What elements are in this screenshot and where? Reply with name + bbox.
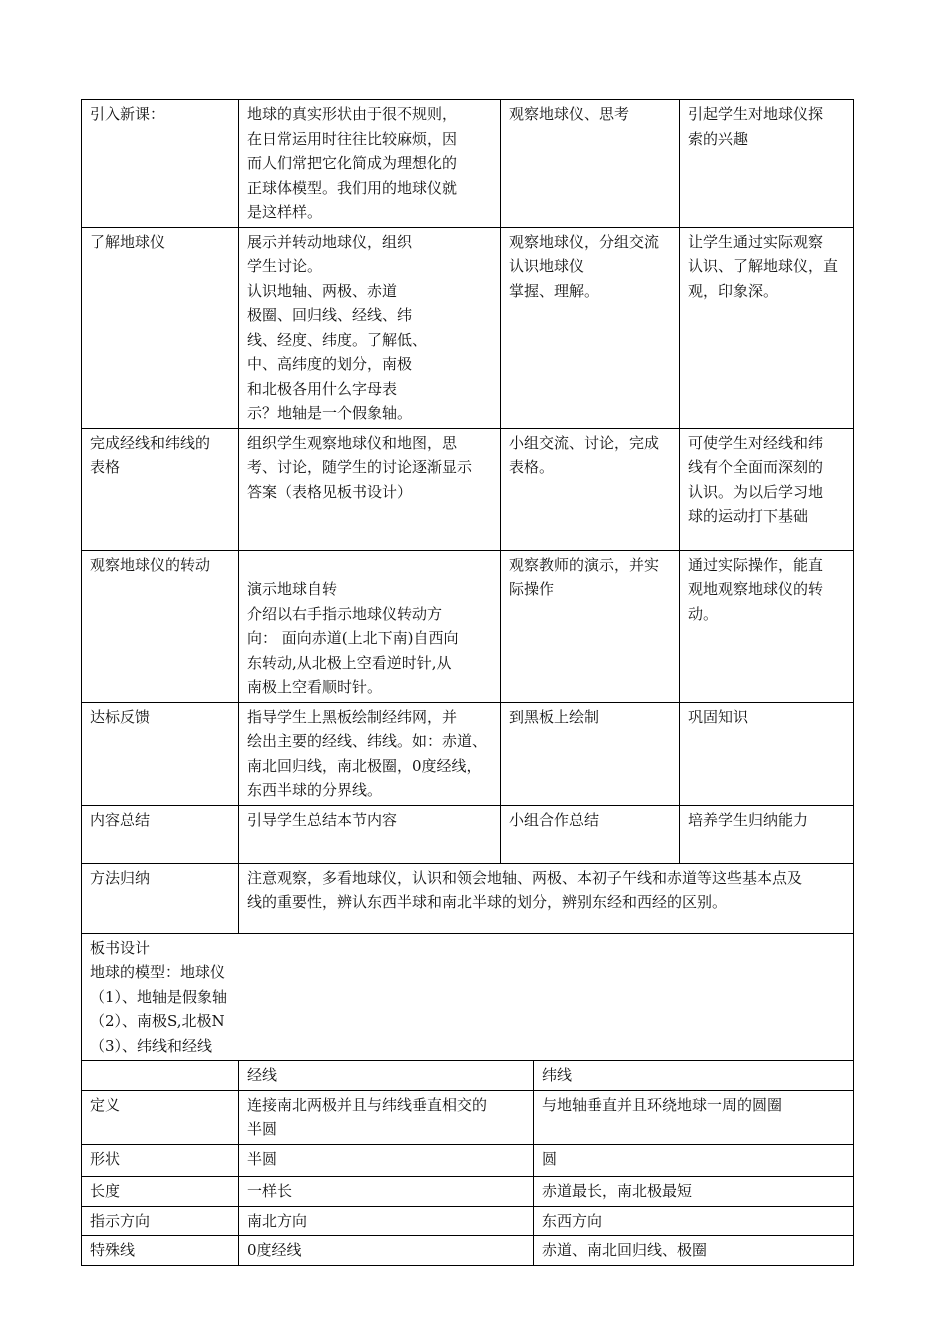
- teacher-activity-cell: 指导学生上黑板绘制经纬网，并 绘出主要的经线、纬线。如：赤道、 南北回归线，南北极圈，0度经线， 东西半球的分界线。: [239, 702, 501, 805]
- step-cell: 达标反馈: [82, 702, 239, 805]
- design-intent-cell: 培养学生归纳能力: [680, 805, 854, 863]
- header-cell: 经线: [239, 1061, 534, 1091]
- meridian-cell: 南北方向: [239, 1206, 534, 1236]
- table-row: [82, 428, 854, 550]
- student-activity-cell: 观察教师的演示，并实 际操作: [501, 550, 680, 702]
- student-activity-cell: 小组合作总结: [501, 805, 680, 863]
- step-cell: 引入新课：: [82, 100, 239, 228]
- step-cell: 方法归纳: [82, 863, 239, 933]
- comparison-row: [82, 1144, 854, 1176]
- comparison-table: [81, 1060, 854, 1266]
- design-intent-cell: 可使学生对经线和纬 线有个全面而深刻的 认识。为以后学习地 球的运动打下基础: [680, 428, 854, 550]
- attribute-cell: 特殊线: [82, 1236, 239, 1266]
- attribute-cell: 指示方向: [82, 1206, 239, 1236]
- header-cell: [82, 1061, 239, 1091]
- student-activity-cell: 到黑板上绘制: [501, 702, 680, 805]
- student-activity-cell: 观察地球仪，分组交流 认识地球仪 掌握、理解。: [501, 227, 680, 428]
- comparison-row: [82, 1206, 854, 1236]
- comparison-row: [82, 1236, 854, 1266]
- table-row: [82, 702, 854, 805]
- comparison-header-row: [82, 1061, 854, 1091]
- attribute-cell: 定义: [82, 1090, 239, 1144]
- method-summary-cell: 注意观察，多看地球仪，认识和领会地轴、两极、本初子午线和赤道等这些基本点及 线的重要性，辨认东西半球和南北半球的划分，辨别东经和西经的区别。: [239, 863, 854, 933]
- step-cell: 内容总结: [82, 805, 239, 863]
- parallel-cell: 与地轴垂直并且环绕地球一周的圆圈: [534, 1090, 854, 1144]
- comparison-row: [82, 1090, 854, 1144]
- header-cell: 纬线: [534, 1061, 854, 1091]
- parallel-cell: 东西方向: [534, 1206, 854, 1236]
- parallel-cell: 圆: [534, 1144, 854, 1176]
- meridian-cell: 0度经线: [239, 1236, 534, 1266]
- design-intent-cell: 让学生通过实际观察 认识、了解地球仪，直 观，印象深。: [680, 227, 854, 428]
- meridian-cell: 一样长: [239, 1176, 534, 1206]
- teacher-activity-cell: 引导学生总结本节内容: [239, 805, 501, 863]
- parallel-cell: 赤道、南北回归线、极圈: [534, 1236, 854, 1266]
- step-cell: 观察地球仪的转动: [82, 550, 239, 702]
- student-activity-cell: 小组交流、讨论，完成 表格。: [501, 428, 680, 550]
- board-design-row: [82, 933, 854, 1061]
- teacher-activity-cell: 展示并转动地球仪，组织 学生讨论。 认识地轴、两极、赤道 极圈、回归线、经线、纬 线、经度、纬度。了解低、 中、高纬度的划分，南极 和北极各用什么字母表 示？地轴是一个假象轴。: [239, 227, 501, 428]
- design-intent-cell: 巩固知识: [680, 702, 854, 805]
- student-activity-cell: 观察地球仪、思考: [501, 100, 680, 228]
- method-row: [82, 863, 854, 933]
- teacher-activity-cell: 地球的真实形状由于很不规则， 在日常运用时往往比较麻烦，因 而人们常把它化简成为理想化的 正球体模型。我们用的地球仪就 是这样样。: [239, 100, 501, 228]
- table-row: [82, 100, 854, 228]
- table-row: [82, 550, 854, 702]
- design-intent-cell: 通过实际操作，能直 观地观察地球仪的转 动。: [680, 550, 854, 702]
- attribute-cell: 形状: [82, 1144, 239, 1176]
- comparison-row: [82, 1176, 854, 1206]
- table-row: [82, 227, 854, 428]
- lesson-table: [81, 99, 854, 1061]
- meridian-cell: 连接南北两极并且与纬线垂直相交的 半圆: [239, 1090, 534, 1144]
- teacher-activity-cell: 演示地球自转 介绍以右手指示地球仪转动方 向： 面向赤道(上北下南)自西向 东转动,从北极上空看逆时针,从 南极上空看顺时针。: [239, 550, 501, 702]
- lesson-plan-page: [81, 99, 853, 1266]
- table-row: [82, 805, 854, 863]
- attribute-cell: 长度: [82, 1176, 239, 1206]
- parallel-cell: 赤道最长，南北极最短: [534, 1176, 854, 1206]
- board-design-cell: 板书设计 地球的模型：地球仪 （1）、地轴是假象轴 （2）、南极S,北极N （3）、纬线和经线: [82, 933, 854, 1061]
- teacher-activity-cell: 组织学生观察地球仪和地图，思 考、讨论，随学生的讨论逐渐显示 答案（表格见板书设计）: [239, 428, 501, 550]
- design-intent-cell: 引起学生对地球仪探 索的兴趣: [680, 100, 854, 228]
- meridian-cell: 半圆: [239, 1144, 534, 1176]
- step-cell: 了解地球仪: [82, 227, 239, 428]
- step-cell: 完成经线和纬线的 表格: [82, 428, 239, 550]
